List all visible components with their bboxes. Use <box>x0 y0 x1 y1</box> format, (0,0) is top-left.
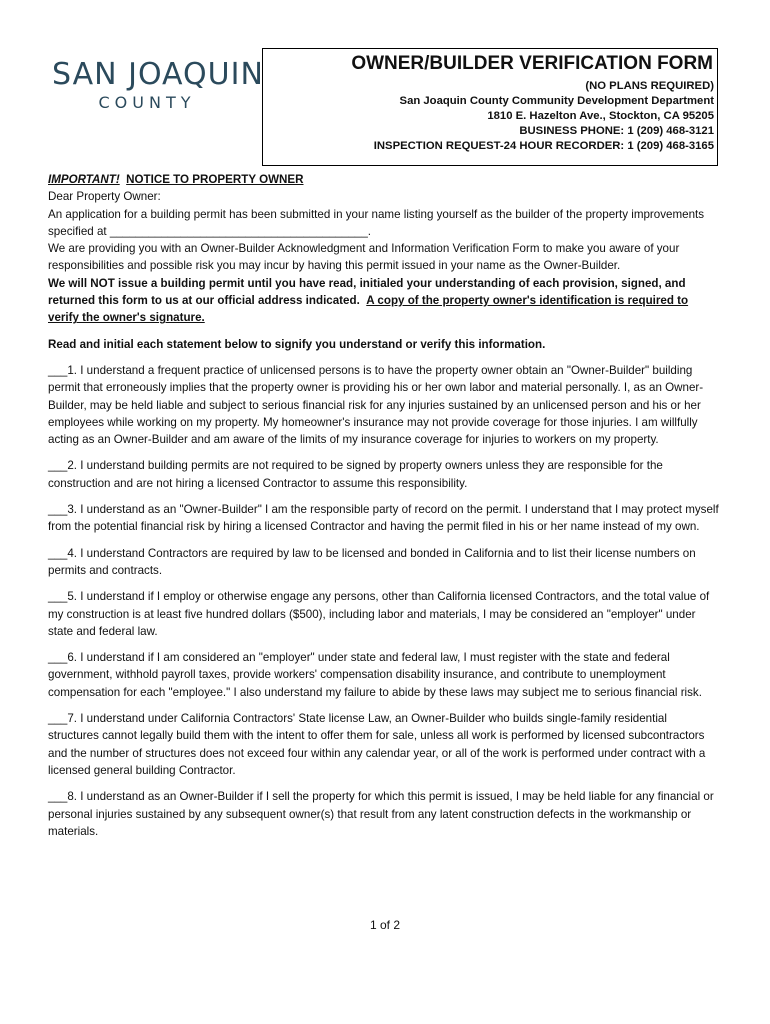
statement-2: ___2. I understand building permits are not required to be signed by property owners unless they are responsible for the construction and are not hiring a licensed Contractor to assume this responsibility. <box>48 459 663 490</box>
statement-3: ___3. I understand as an "Owner-Builder" I am the responsible party of record on the permit. I understand that I may protect myself from the potential financial risk by hiring a licensed Contractor and having the permit filed in his or her name instead of my own. <box>48 503 719 534</box>
department-address: 1810 E. Hazelton Ave., Stockton, CA 95205 <box>487 110 714 122</box>
county-logo <box>52 57 264 113</box>
statement-8: ___8. I understand as an Owner-Builder if I sell the property for which this permit is issued, I may be held liable for any financial or personal injuries sustained by any subsequent owner(s) that result from any latent construction defects in the workmanship or materials. <box>48 790 714 838</box>
form-subtitle: (NO PLANS REQUIRED) <box>585 80 714 92</box>
notice-paragraph-2: We are providing you with an Owner-Builder Acknowledgment and Information Verification Form to make you aware of your responsibilities and possible risk you may incur by having this permit issued in your name as the Owner-Builder. <box>48 242 680 273</box>
instructions: Read and initial each statement below to signify you understand or verify this information. <box>48 337 546 351</box>
notice-warning: We will NOT issue a building permit until you have read, initialed your understanding of each provision, signed, and returned this form to us at our official address indicated. <box>48 276 686 308</box>
statement-7: ___7. I understand under California Contractors' State license Law, an Owner-Builder who builds single-family residential structures cannot legally build them with the intent to offer them for sale, unless all work is performed by licensed subcontractors and the number of structures does not exceed four within any calendar year, or all of the work is performed under contract with a licensed general building Contractor. <box>48 712 706 777</box>
notice-title: NOTICE TO PROPERTY OWNER <box>126 173 304 186</box>
business-phone: BUSINESS PHONE: 1 (209) 468-3121 <box>519 125 714 137</box>
statement-5: ___5. I understand if I employ or otherwise engage any persons, other than California licensed Contractors, and the total value of my construction is at least five hundred dollars ($500), including labor and materials, I may be considered an "employer" under state and federal law. <box>48 590 710 638</box>
statement-6: ___6. I understand if I am considered an "employer" under state and federal law, I must register with the state and federal government, withhold payroll taxes, provide workers' compensation disability insurance, and contribute to unemployment compensation for each "employee." I also understand my failure to abide by these laws may subject me to serious financial risk. <box>48 651 702 699</box>
form-body <box>48 171 720 840</box>
notice-paragraph-3 <box>48 275 720 327</box>
notice-heading <box>48 171 720 188</box>
header-box <box>262 48 718 166</box>
inspection-phone: INSPECTION REQUEST-24 HOUR RECORDER: 1 (209) 468-3165 <box>373 140 714 152</box>
form-title: OWNER/BUILDER VERIFICATION FORM <box>351 53 713 74</box>
identification-requirement: A copy of the property owner's identification is required to verify the owner's signature. <box>48 294 689 325</box>
department-name: San Joaquin County Community Development Department <box>399 95 714 107</box>
logo-county-name: SAN JOAQUIN <box>52 57 264 92</box>
statement-4: ___4. I understand Contractors are required by law to be licensed and bonded in California and to list their license numbers on permits and contracts. <box>48 546 696 577</box>
notice-paragraph-1: An application for a building permit has been submitted in your name listing yourself as the builder of the property improvements specified at ________________________________________. <box>48 207 705 238</box>
logo-county-label: COUNTY <box>98 93 196 112</box>
statement-1: ___1. I understand a frequent practice of unlicensed persons is to have the property owner obtain an "Owner-Builder" building permit that erroneously implies that the property owner is providing his or her own labor and material personally. I, as an Owner-Builder, may be held liable and subject to serious financial risk for any injuries sustained by an unlicensed person and his or her employees while working on my property. My homeowner's insurance may not provide coverage for those injuries. I am willfully acting as an Owner-Builder and am aware of the limits of my insurance coverage for injuries to workers on my property. <box>48 363 704 447</box>
page-number: 1 of 2 <box>369 918 401 932</box>
notice-important-label: IMPORTANT! <box>48 173 120 186</box>
salutation: Dear Property Owner: <box>48 190 161 204</box>
